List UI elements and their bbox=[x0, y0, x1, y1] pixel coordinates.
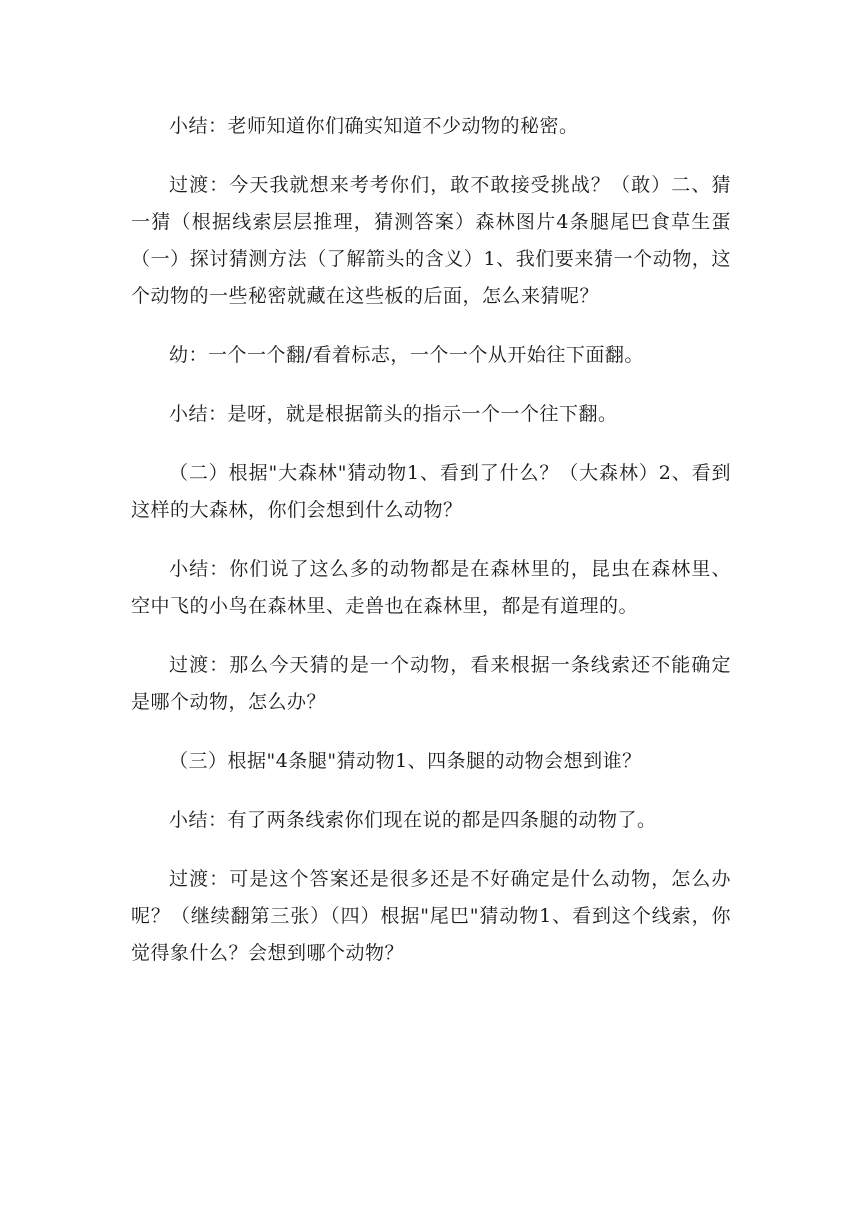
paragraph-transition-3: 过渡：可是这个答案还是很多还是不好确定是什么动物，怎么办呢？（继续翻第三张）（四）根据"尾巴"猜动物1、看到这个线索，你觉得象什么？会想到哪个动物？ bbox=[131, 868, 731, 964]
paragraph-summary-1: 小结：老师知道你们确实知道不少动物的秘密。 bbox=[169, 115, 579, 137]
paragraph-summary-2: 小结：是呀，就是根据箭头的指示一个一个往下翻。 bbox=[169, 403, 618, 425]
paragraph-summary-3: 小结：你们说了这么多的动物都是在森林里的，昆虫在森林里、空中飞的小鸟在森林里、走兽也在森林里，都是有道理的。 bbox=[131, 558, 731, 617]
paragraph-child-answer: 幼：一个一个翻/看着标志，一个一个从开始往下面翻。 bbox=[169, 344, 644, 366]
paragraph-transition-2: 过渡：那么今天猜的是一个动物，看来根据一条线索还不能确定是哪个动物，怎么办？ bbox=[131, 654, 731, 713]
paragraph-transition-1: 过渡：今天我就想来考考你们，敢不敢接受挑战？（敢）二、猜一猜（根据线索层层推理，猜测答案）森林图片4条腿尾巴食草生蛋（一）探讨猜测方法（了解箭头的含义）1、我们要来猜一个动物，这个动物的一些秘密就藏在这些板的后面，怎么来猜呢？ bbox=[131, 174, 731, 307]
paragraph-section-forest: （二）根据"大森林"猜动物1、看到了什么？（大森林）2、看到这样的大森林，你们会想到什么动物？ bbox=[131, 462, 731, 521]
paragraph-summary-4: 小结：有了两条线索你们现在说的都是四条腿的动物了。 bbox=[169, 809, 657, 831]
document-page bbox=[131, 108, 731, 994]
paragraph-section-four-legs: （三）根据"4条腿"猜动物1、四条腿的动物会想到谁？ bbox=[169, 750, 642, 772]
